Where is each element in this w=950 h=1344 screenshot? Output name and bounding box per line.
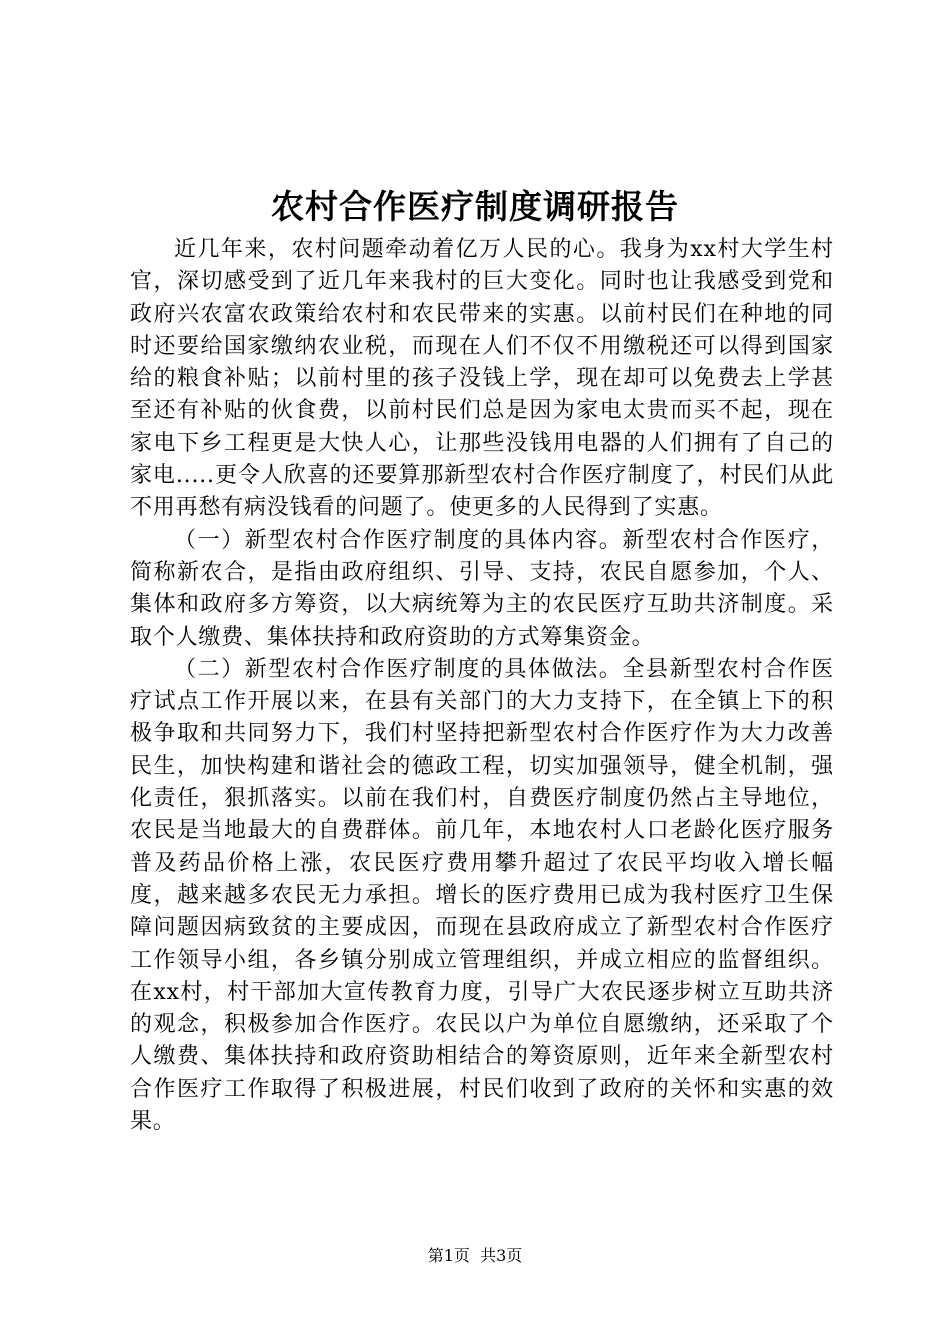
- document-title: 农村合作医疗制度调研报告: [271, 187, 679, 226]
- paragraph-section-2: （二）新型农村合作医疗制度的具体做法。全县新型农村合作医疗试点工作开展以来，在县有关部门的大力支持下，在全镇上下的积极争取和共同努力下，我们村坚持把新型农村合作医疗作为大力改善民生，加快构建和谐社会的德政工程，切实加强领导，健全机制，强化责任，狠抓落实。以前在我们村，自费医疗制度仍然占主导地位，农民是当地最大的自费群体。前几年，本地农村人口老龄化医疗服务普及药品价格上涨，农民医疗费用攀升超过了农民平均收入增长幅度，越来越多农民无力承担。增长的医疗费用已成为我村医疗卫生保障问题因病致贫的主要成因，而现在县政府成立了新型农村合作医疗工作领导小组，各乡镇分别成立管理组织，并成立相应的监督组织。在xx村，村干部加大宣传教育力度，引导广大农民逐步树立互助共济的观念，积极参加合作医疗。农民以户为单位自愿缴纳，还采取了个人缴费、集体扶持和政府资助相结合的筹资原则，近年来全新型农村合作医疗工作取得了积极进展，村民们收到了政府的关怀和实惠的效果。: [130, 656, 834, 1135]
- paragraph-section-1: （一）新型农村合作医疗制度的具体内容。新型农村合作医疗，简称新农合，是指由政府组织、引导、支持，农民自愿参加，个人、集体和政府多方筹资，以大病统筹为主的农民医疗互助共济制度。采取个人缴费、集体扶持和政府资助的方式筹集资金。: [130, 527, 834, 650]
- document-body: [130, 234, 834, 1138]
- paragraph-intro: 近几年来，农村问题牵动着亿万人民的心。我身为xx村大学生村官，深切感受到了近几年来我村的巨大变化。同时也让我感受到党和政府兴农富农政策给农村和农民带来的实惠。以前村民们在种地的同时还要给国家缴纳农业税，而现在人们不仅不用缴税还可以得到国家给的粮食补贴；以前村里的孩子没钱上学，现在却可以免费去上学甚至还有补贴的伙食费，以前村民们总是因为家电太贵而买不起，现在家电下乡工程更是大快人心，让那些没钱用电器的人们拥有了自己的家电.....更令人欣喜的还要算那新型农村合作医疗制度了，村民们从此不用再愁有病没钱看的问题了。使更多的人民得到了实惠。: [130, 237, 834, 521]
- page-footer: 第1页 共3页: [427, 1246, 523, 1265]
